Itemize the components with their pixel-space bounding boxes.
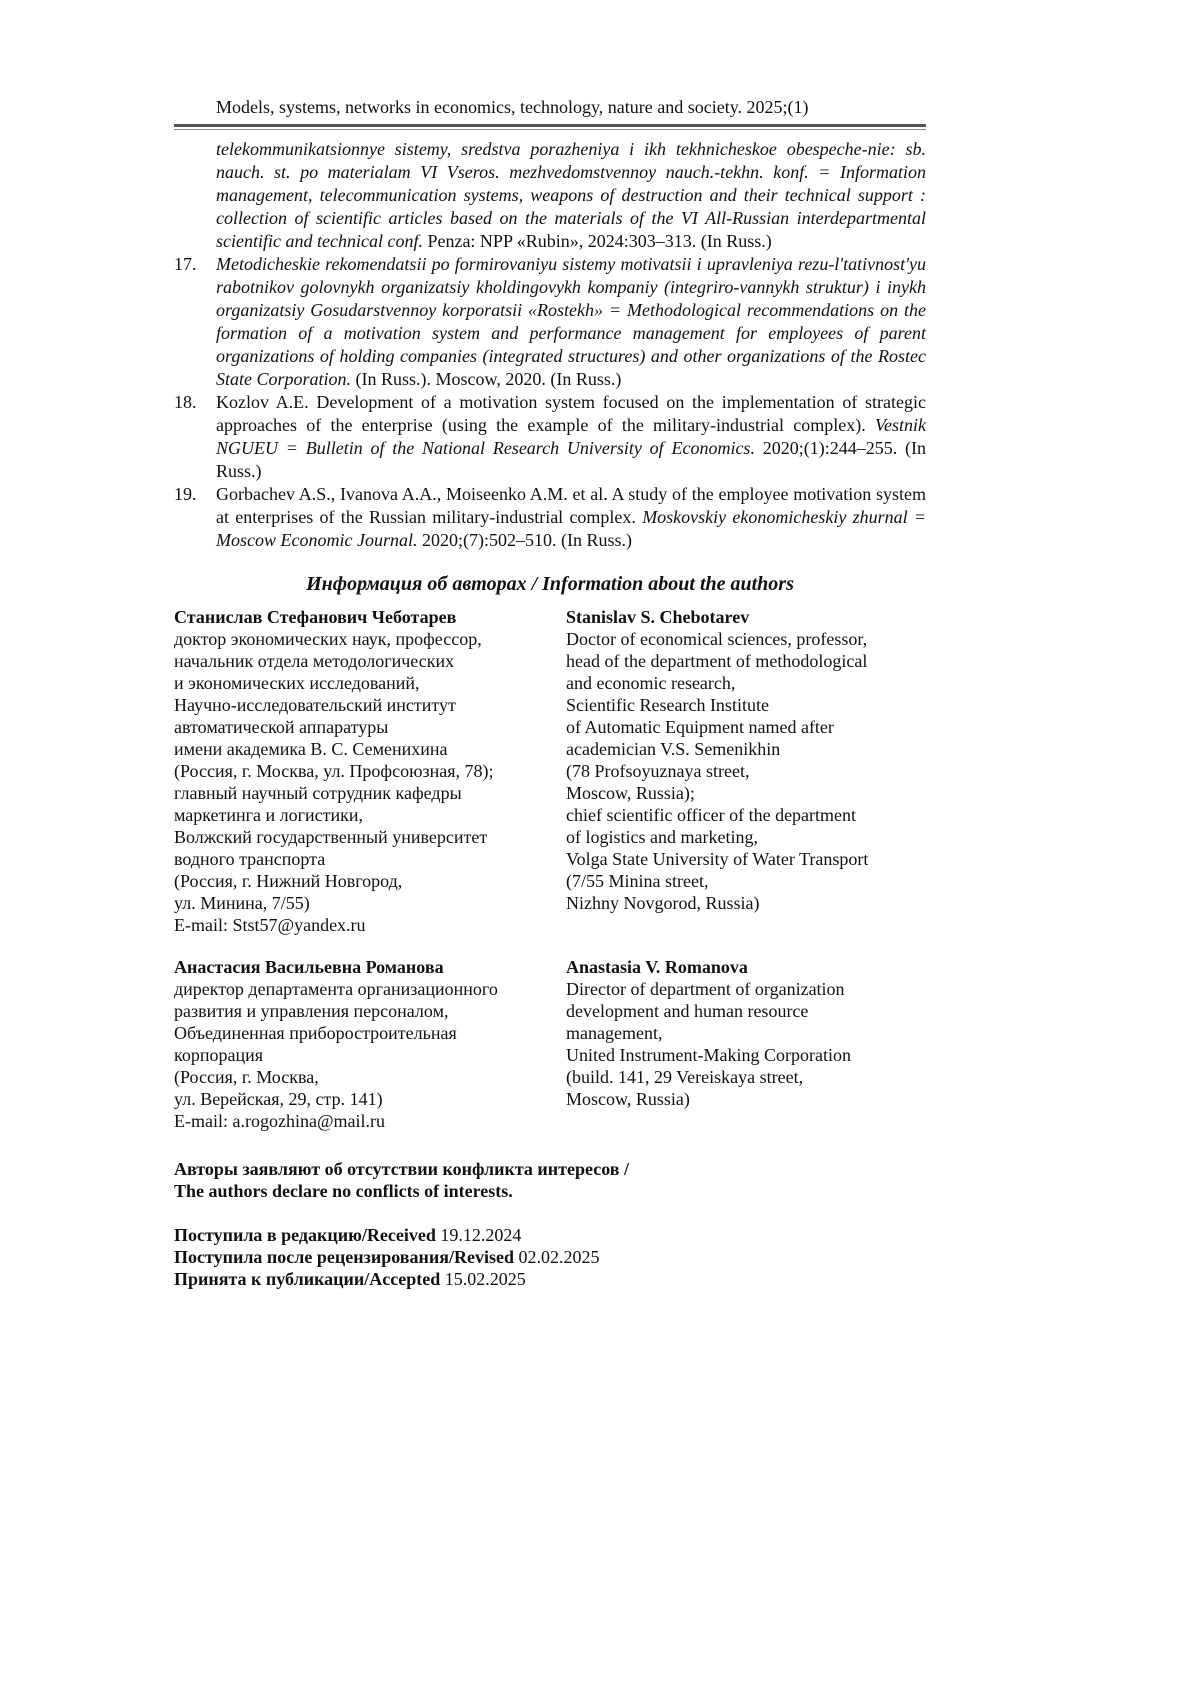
reference-italic: telekommunikatsionnye sistemy, sredstva porazheniya i ikh tekhnicheskoe obespeche-nie: sb. nauch. st. po materialam VI Vseros. mezhvedomstvennoy nauch.-tekhn. konf. = Information management, telecommunication systems, weapons of destruction and their technical support : collection of scientific articles based on the materials of the VI All-Russian interdepartmental scientific and technical conf.: [216, 139, 926, 251]
reference-plain: (In Russ.). Moscow, 2020. (In Russ.): [351, 369, 622, 389]
author-detail-line: of Automatic Equipment named after: [566, 717, 834, 737]
author-detail-line: доктор экономических наук, профессор,: [174, 629, 482, 649]
author-detail-line: management,: [566, 1023, 663, 1043]
author-detail-line: United Instrument-Making Corporation: [566, 1045, 851, 1065]
received-value: 19.12.2024: [440, 1225, 522, 1245]
reference-italic: Moskovskiy ekonomicheskiy zhurnal = Moscow Economic Journal.: [216, 507, 927, 550]
revised-value: 02.02.2025: [518, 1247, 600, 1267]
author-detail-line: Scientific Research Institute: [566, 695, 769, 715]
author-detail-line: E-mail: a.rogozhina@mail.ru: [174, 1111, 386, 1131]
author-detail-line: (78 Profsoyuznaya street,: [566, 761, 750, 781]
author-detail-line: водного транспорта: [174, 849, 326, 869]
running-header: Models, systems, networks in economics, technology, nature and society. 2025;(1): [216, 97, 809, 117]
author-detail-line: Moscow, Russia);: [566, 783, 695, 803]
revised-date: [174, 1246, 926, 1268]
author-detail-line: of logistics and marketing,: [566, 827, 758, 847]
author-detail-line: ул. Минина, 7/55): [174, 893, 310, 913]
author-detail-line: (build. 141, 29 Vereiskaya street,: [566, 1067, 804, 1087]
conflict-line-ru: Авторы заявляют об отсутствии конфликта интересов /: [174, 1159, 629, 1179]
author-detail-line: (7/55 Minina street,: [566, 871, 709, 891]
author-detail-line: и экономических исследований,: [174, 673, 420, 693]
accepted-label: Принята к публикации/Accepted: [174, 1269, 441, 1289]
conflict-statement: [174, 1158, 926, 1202]
author-detail-line: (Россия, г. Москва,: [174, 1067, 319, 1087]
author-detail-line: развития и управления персоналом,: [174, 1001, 449, 1021]
author-detail-line: and economic research,: [566, 673, 736, 693]
author-detail-line: директор департамента организационного: [174, 979, 498, 999]
author-name: Anastasia V. Romanova: [566, 957, 748, 977]
author-name: Станислав Стефанович Чеботарев: [174, 607, 457, 627]
conflict-line-en: The authors declare no conflicts of interests.: [174, 1181, 513, 1201]
author-detail-line: E-mail: Stst57@yandex.ru: [174, 915, 366, 935]
reference-number: 19.: [174, 484, 197, 504]
author-detail-line: корпорация: [174, 1045, 263, 1065]
author-1-en: [566, 606, 926, 936]
page: [174, 96, 926, 1290]
author-detail-line: Nizhny Novgorod, Russia): [566, 893, 760, 913]
reference-plain: Kozlov A.E. Development of a motivation system focused on the implementation of strategic approaches of the enterprise (using the example of the military-industrial complex).: [216, 392, 926, 435]
accepted-date: [174, 1268, 926, 1290]
revised-label: Поступила после рецензирования/Revised: [174, 1247, 514, 1267]
author-detail-line: начальник отдела методологических: [174, 651, 455, 671]
reference-plain: 2020;(1):244–255. (In Russ.): [216, 438, 926, 481]
author-detail-line: маркетинга и логистики,: [174, 805, 364, 825]
reference-number: 18.: [174, 392, 197, 412]
author-detail-line: Doctor of economical sciences, professor,: [566, 629, 868, 649]
article-dates: [174, 1224, 926, 1290]
author-detail-line: development and human resource: [566, 1001, 809, 1021]
author-detail-line: ул. Верейская, 29, стр. 141): [174, 1089, 383, 1109]
author-detail-line: academician V.S. Semenikhin: [566, 739, 781, 759]
reference-18: [174, 391, 926, 483]
reference-italic: Vestnik NGUEU = Bulletin of the National Research University of Economics.: [216, 415, 926, 458]
author-detail-line: Moscow, Russia): [566, 1089, 690, 1109]
authors-grid: [174, 606, 926, 1152]
author-detail-line: имени академика В. С. Семенихина: [174, 739, 448, 759]
reference-plain: 2020;(7):502–510. (In Russ.): [417, 530, 632, 550]
reference-list: [174, 138, 926, 552]
author-1-ru: [174, 606, 566, 936]
author-detail-line: (Россия, г. Москва, ул. Профсоюзная, 78);: [174, 761, 494, 781]
author-detail-line: (Россия, г. Нижний Новгород,: [174, 871, 403, 891]
reference-17: [174, 253, 926, 391]
authors-section-title: Информация об авторах / Information about the authors: [306, 573, 794, 595]
author-detail-line: Объединенная приборостроительная: [174, 1023, 457, 1043]
author-detail-line: автоматической аппаратуры: [174, 717, 389, 737]
reference-plain: Gorbachev A.S., Ivanova A.A., Moiseenko A.M. et al. A study of the employee motivation system at enterprises of the Russian military-industrial complex.: [216, 484, 926, 527]
author-detail-line: Научно-исследовательский институт: [174, 695, 456, 715]
author-detail-line: chief scientific officer of the department: [566, 805, 857, 825]
received-label: Поступила в редакцию/Received: [174, 1225, 436, 1245]
author-detail-line: head of the department of methodological: [566, 651, 868, 671]
received-date: [174, 1224, 926, 1246]
author-2-ru: [174, 956, 566, 1132]
header-rule-thick: [174, 124, 926, 127]
accepted-value: 15.02.2025: [444, 1269, 526, 1289]
author-name: Stanislav S. Chebotarev: [566, 607, 750, 627]
header-rule-thin: [174, 129, 926, 130]
author-2-en: [566, 956, 926, 1132]
author-detail-line: Волжский государственный университет: [174, 827, 488, 847]
reference-19: [174, 483, 926, 552]
reference-continued: [174, 138, 926, 253]
author-detail-line: Volga State University of Water Transport: [566, 849, 869, 869]
author-detail-line: главный научный сотрудник кафедры: [174, 783, 462, 803]
reference-italic: Metodicheskie rekomendatsii po formirovaniyu sistemy motivatsii i upravleniya rezu-l'tativnost'yu rabotnikov golovnykh organizatsiy kholdingovykh kompaniy (integriro-vannykh struktur) i inykh organizatsiy Gosudarstvennoy korporatsii «Rostekh» = Methodological recommendations on the formation of a motivation system and performance management for employees of parent organizations of holding companies (integrated structures) and other organizations of the Rostec State Corporation.: [216, 254, 926, 389]
author-name: Анастасия Васильевна Романова: [174, 957, 444, 977]
author-detail-line: Director of department of organization: [566, 979, 845, 999]
reference-plain: Penza: NPP «Rubin», 2024:303–313. (In Russ.): [422, 231, 772, 251]
reference-number: 17.: [174, 254, 197, 274]
